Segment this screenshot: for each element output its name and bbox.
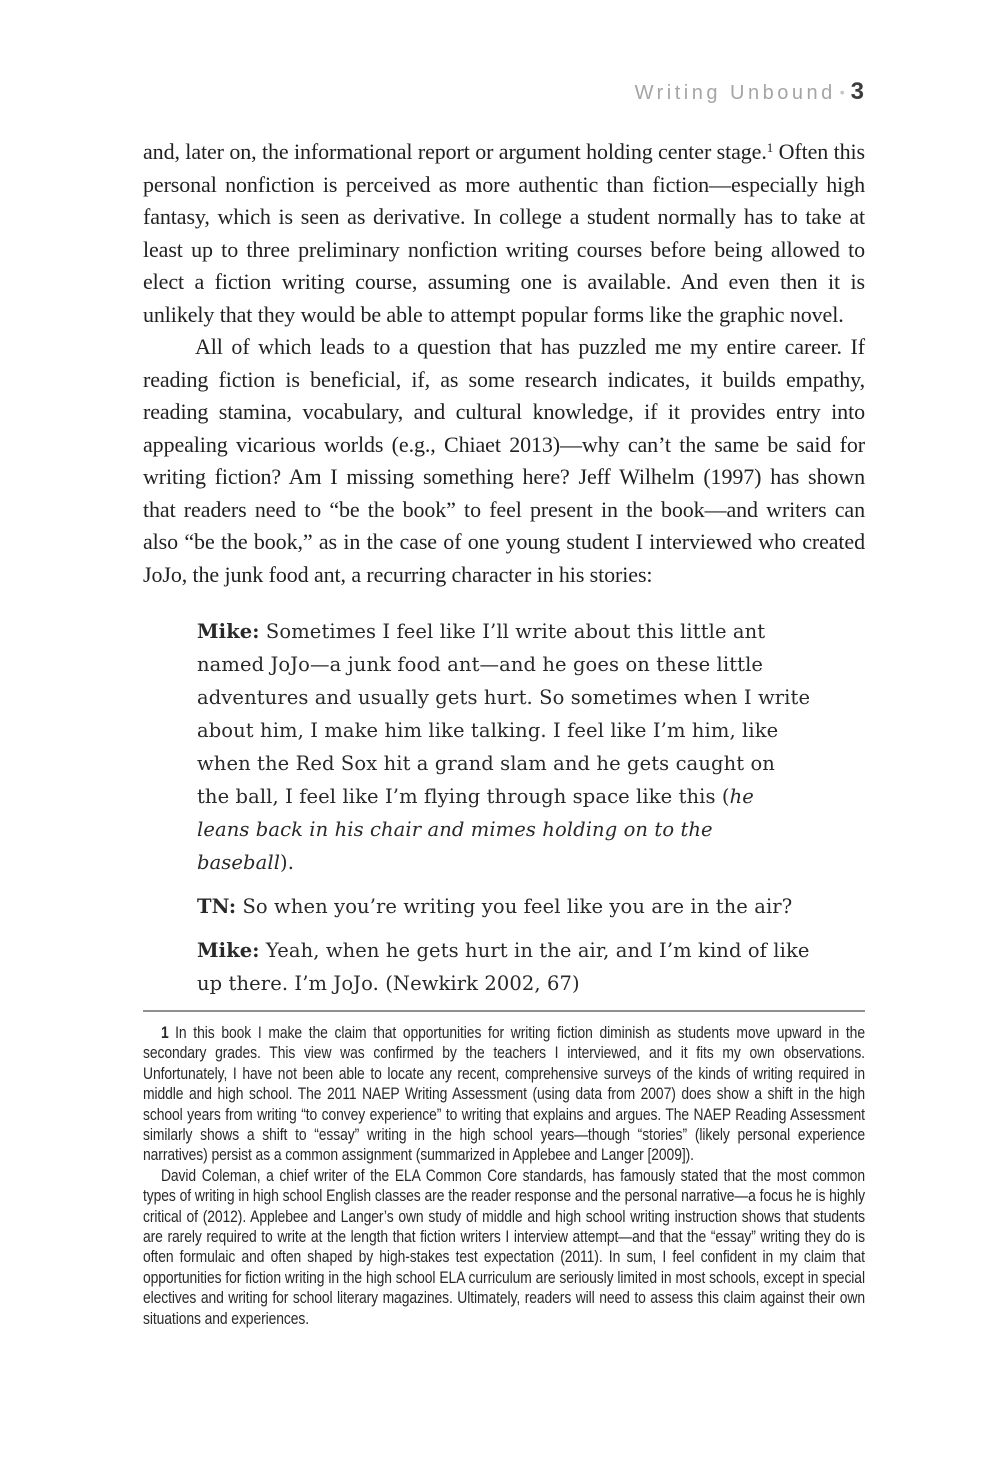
footnote-text-block	[143, 1023, 865, 1329]
dialogue-text: Sometimes I feel like I’ll write about this little ant named JoJo—a junk food ant—and he goes on these little adventures and usually gets hurt. So sometimes when I write about him, I make him like talking. I feel like I’m him, like when the Red Sox hit a grand slam and he gets caught on the ball, I feel like I’m flying through space like this (	[197, 620, 811, 808]
speaker-label: Mike:	[197, 939, 260, 962]
footnote-section	[143, 1010, 865, 1329]
footnote-number: 1	[160, 1023, 169, 1042]
dialogue-turn-3	[197, 934, 811, 1000]
running-head	[143, 78, 865, 106]
speaker-label: Mike:	[197, 620, 260, 643]
footnote-1-continued: David Coleman, a chief writer of the ELA Common Core standards, has famously stated that the most common types of writing in high school English classes are the reader response and the personal narrative—a focus he is highly critical of (2012). Applebee and Langer’s own study of middle and high school writing instruction shows that students are rarely required to write at the length that fiction writers I interview attempt—and that the “essay” writing they do is often formulaic and often shaped by high-stakes test expectation (2011). In sum, I feel confident in my claim that opportunities for fiction writing in the high school ELA curriculum are seriously limited in most schools, except in special electives and writing for school literary magazines. Ultimately, readers will need to assess this claim against their own situations and experiences.	[143, 1165, 865, 1328]
body-paragraph-2: All of which leads to a question that has puzzled me my entire career. If reading fiction is beneficial, if, as some research indicates, it builds empathy, reading stamina, vocabulary, and cultural knowledge, if it provides entry into appealing vicarious worlds (e.g., Chiaet 2013)—why can’t the same be said for writing fiction? Am I missing something here? Jeff Wilhelm (1997) has shown that readers need to “be the book” to feel present in the book—and writers can also “be the book,” as in the case of one young student I interviewed who created JoJo, the junk food ant, a recurring character in his stories:	[143, 334, 865, 587]
stage-direction: he leans back in his chair and mimes holding on to the baseball	[197, 785, 754, 874]
footnote-1	[143, 1023, 865, 1166]
footnote-reference: 1	[766, 140, 774, 155]
dialogue-block-quote	[197, 615, 811, 1000]
dialogue-turn-2	[197, 890, 811, 923]
paragraph-text: and, later on, the informational report or argument holding center stage.	[143, 139, 767, 164]
main-text-column	[143, 136, 865, 1011]
dialogue-turn-1	[197, 615, 811, 879]
paragraph-text: Often this personal nonfiction is perceived as more authentic than fiction—especially high fantasy, which is seen as derivative. In college a student normally has to take at least up to three preliminary nonfiction writing courses before being allowed to elect a fiction writing course, assuming one is available. And even then it is unlikely that they would be able to attempt popular forms like the graphic novel.	[143, 139, 865, 327]
speaker-label: TN:	[197, 895, 237, 918]
page-number: 3	[850, 78, 865, 105]
dialogue-text: ).	[280, 851, 295, 874]
dialogue-text: So when you’re writing you feel like you are in the air?	[242, 895, 793, 918]
dialogue-text: Yeah, when he gets hurt in the air, and I’m kind of like up there. I’m JoJo. (Newkirk 2002, 67)	[197, 939, 810, 995]
bullet-separator-icon: •	[839, 84, 845, 100]
body-paragraph-1	[143, 136, 865, 331]
running-head-title: Writing Unbound	[634, 82, 836, 104]
footnote-text: In this book I make the claim that opportunities for writing fiction diminish as students move upward in the secondary grades. This view was confirmed by the teachers I interviewed, and it fits my own observations. Unfortunately, I have not been able to locate any recent, comprehensive surveys of the kinds of writing required in middle and high school. The 2011 NAEP Writing Assessment (using data from 2007) does show a shift in the high school years from writing “to convey experience” to writing that explains and argues. The NAEP Reading Assessment similarly shows a shift to “essay” writing in the high school years—though “stories” (likely personal experience narratives) persist as a common assignment (summarized in Applebee and Langer [2009]).	[143, 1023, 865, 1165]
